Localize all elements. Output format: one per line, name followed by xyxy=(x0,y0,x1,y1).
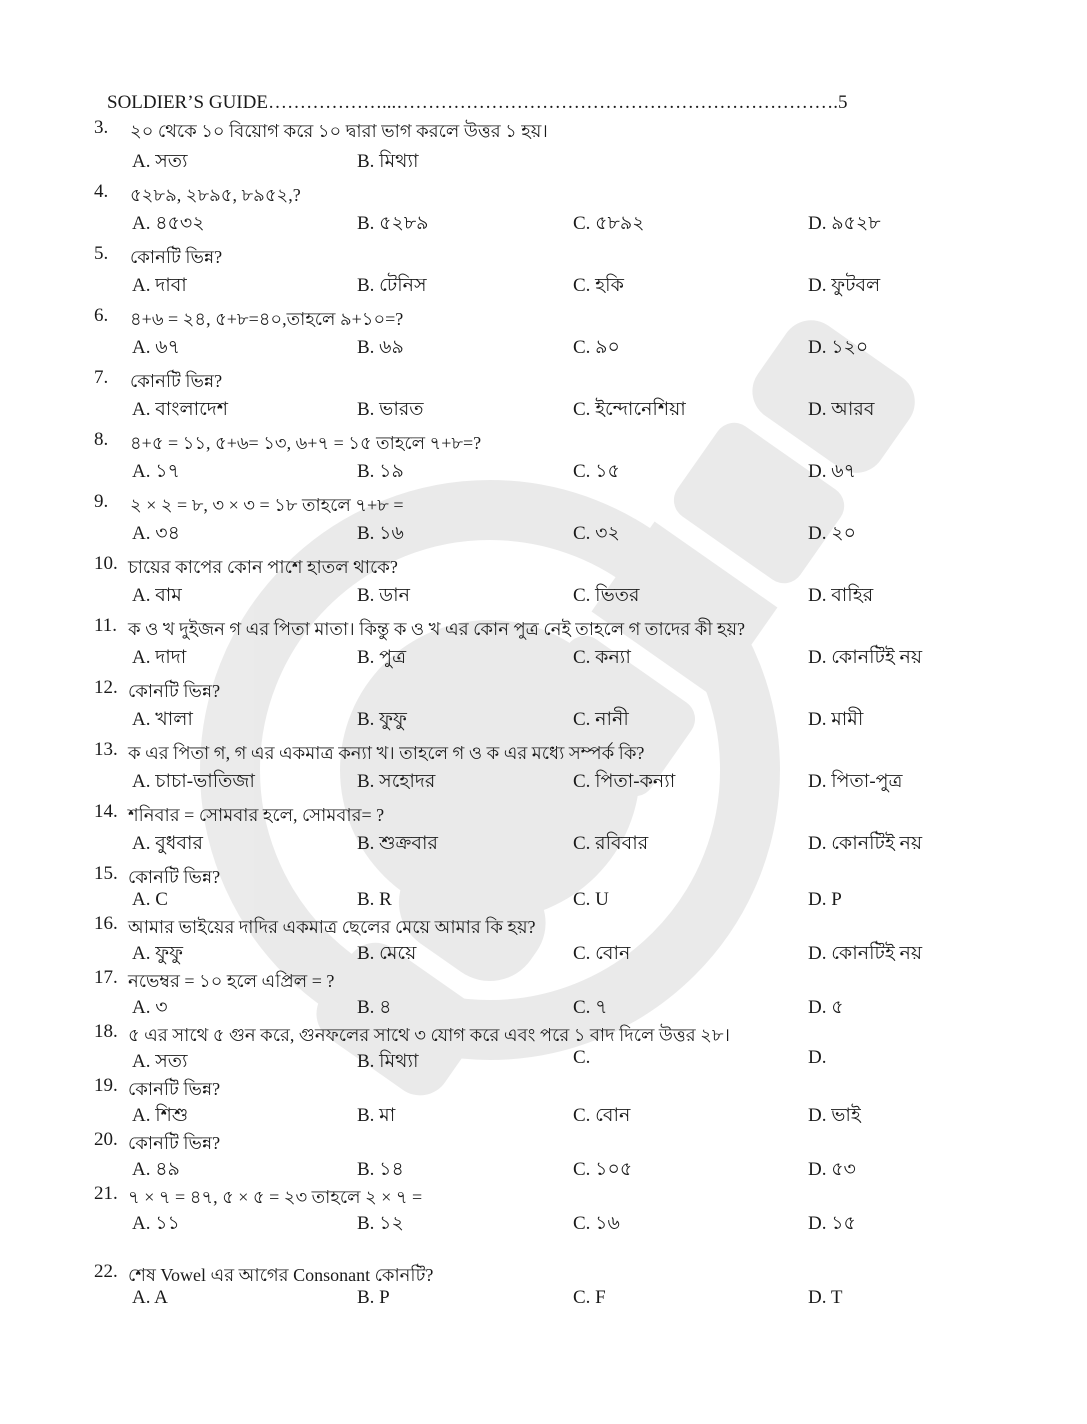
question-text: কোনটি ভিন্ন? xyxy=(128,1133,221,1153)
answer-option: D. পিতা-পুত্র xyxy=(808,771,903,792)
question-text: কোনটি ভিন্ন? xyxy=(128,867,221,887)
question-number: 17. xyxy=(94,967,118,988)
answer-option: B. ফুফু xyxy=(357,709,407,730)
answer-option: A. সত্য xyxy=(132,1051,188,1072)
question-number: 8. xyxy=(94,429,109,450)
question-text: কোনটি ভিন্ন? xyxy=(128,1079,221,1099)
answer-option: C. কন্যা xyxy=(573,647,631,668)
answer-option: C. বোন xyxy=(573,943,631,964)
question-text: ক ও খ দুইজন গ এর পিতা মাতা। কিন্তু ক ও খ এর কোন পুত্র নেই তাহলে গ তাদের কী হয়? xyxy=(128,619,746,639)
answer-option: C. ১৫ xyxy=(573,461,620,482)
answer-option: A. ৩৪ xyxy=(132,523,180,544)
question-number: 10. xyxy=(94,553,118,574)
question-number: 13. xyxy=(94,739,118,760)
question-text: ক এর পিতা গ, গ এর একমাত্র কন্যা খ। তাহলে গ ও ক এর মধ্যে সম্পর্ক কি? xyxy=(128,743,645,763)
answer-option: B. ৪ xyxy=(357,997,392,1018)
answer-option: D. ভাই xyxy=(808,1105,861,1126)
answer-option: D. ৫ xyxy=(808,997,844,1018)
answer-option: D. P xyxy=(808,889,842,910)
answer-option: A. ৪৯ xyxy=(132,1159,180,1180)
answer-option: D. ২০ xyxy=(808,523,856,544)
answer-option: A. ৩ xyxy=(132,997,168,1018)
answer-option: D. আরব xyxy=(808,399,875,420)
question-text: ৭ × ৭ = ৪৭, ৫ × ৫ = ২৩ তাহলে ২ × ৭ = xyxy=(128,1187,423,1207)
answer-option: C. F xyxy=(573,1287,606,1308)
answer-option: C. xyxy=(573,1047,591,1068)
answer-option: C. ভিতর xyxy=(573,585,640,606)
answer-option: D. কোনটিই নয় xyxy=(808,833,923,854)
question-number: 18. xyxy=(94,1021,118,1042)
question-number: 22. xyxy=(94,1261,118,1282)
answer-option: C. ইন্দোনেশিয়া xyxy=(573,399,686,420)
answer-option: A. ৬৭ xyxy=(132,337,180,358)
answer-option: C. ৭ xyxy=(573,997,608,1018)
answer-option: A. বাংলাদেশ xyxy=(132,399,229,420)
answer-option: D. T xyxy=(808,1287,843,1308)
answer-option: B. P xyxy=(357,1287,390,1308)
answer-option: B. মিথ্যা xyxy=(357,1051,419,1072)
answer-option: A. খালা xyxy=(132,709,193,730)
answer-option: A. দাদা xyxy=(132,647,187,668)
question-text: ৪+৬ = ২৪, ৫+৮=৪০,তাহলে ৯+১০=? xyxy=(130,309,404,329)
answer-option: C. U xyxy=(573,889,609,910)
page-number: 5 xyxy=(837,92,848,113)
answer-option: A. চাচা-ভাতিজা xyxy=(132,771,255,792)
answer-option: A. C xyxy=(132,889,168,910)
question-number: 4. xyxy=(94,181,109,202)
answer-option: D. xyxy=(808,1047,827,1068)
answer-option: B. মা xyxy=(357,1105,396,1126)
answer-option: A. দাবা xyxy=(132,275,187,296)
answer-option: B. টেনিস xyxy=(357,275,427,296)
answer-option: B. ডান xyxy=(357,585,411,606)
answer-option: D. কোনটিই নয় xyxy=(808,647,923,668)
question-number: 20. xyxy=(94,1129,118,1150)
answer-option: D. ৬৭ xyxy=(808,461,856,482)
answer-option: C. ৯০ xyxy=(573,337,620,358)
answer-option: C. ৩২ xyxy=(573,523,620,544)
answer-option: B. R xyxy=(357,889,392,910)
answer-option: B. ৫২৮৯ xyxy=(357,213,429,234)
answer-option: C. ১৬ xyxy=(573,1213,620,1234)
question-text: চায়ের কাপের কোন পাশে হাতল থাকে? xyxy=(128,557,398,577)
answer-option: B. ভারত xyxy=(357,399,424,420)
question-number: 16. xyxy=(94,913,118,934)
question-text: ৫২৮৯, ২৮৯৫, ৮৯৫২,? xyxy=(130,185,301,205)
question-number: 6. xyxy=(94,305,109,326)
question-number: 21. xyxy=(94,1183,118,1204)
question-text: ২ × ২ = ৮, ৩ × ৩ = ১৮ তাহলে ৭+৮ = xyxy=(130,495,404,515)
answer-option: D. কোনটিই নয় xyxy=(808,943,923,964)
answer-option: C. নানী xyxy=(573,709,629,730)
answer-option: A. ফুফু xyxy=(132,943,183,964)
question-number: 9. xyxy=(94,491,109,512)
question-number: 15. xyxy=(94,863,118,884)
answer-option: C. বোন xyxy=(573,1105,631,1126)
question-text: ৪+৫ = ১১, ৫+৬= ১৩, ৬+৭ = ১৫ তাহলে ৭+৮=? xyxy=(130,433,482,453)
question-text: ৫ এর সাথে ৫ গুন করে, গুনফলের সাথে ৩ যোগ করে এবং পরে ১ বাদ দিলে উত্তর ২৮। xyxy=(128,1025,730,1045)
question-number: 11. xyxy=(94,615,118,636)
answer-option: B. ১৯ xyxy=(357,461,404,482)
header-title: SOLDIER’S GUIDE………………...……………………………………………………………. xyxy=(107,92,838,113)
answer-option: A. বুধবার xyxy=(132,833,203,854)
question-text: ২০ থেকে ১০ বিয়োগ করে ১০ দ্বারা ভাগ করলে উত্তর ১ হয়। xyxy=(130,121,548,141)
answer-option: B. সহোদর xyxy=(357,771,436,792)
answer-option: A. বাম xyxy=(132,585,182,606)
question-text: শেষ Vowel এর আগের Consonant কোনটি? xyxy=(128,1265,434,1285)
answer-option: A. ১৭ xyxy=(132,461,180,482)
question-number: 19. xyxy=(94,1075,118,1096)
answer-option: A. ৪৫৩২ xyxy=(132,213,205,234)
answer-option: B. ১৪ xyxy=(357,1159,404,1180)
answer-option: D. মামী xyxy=(808,709,864,730)
answer-option: B. ১৬ xyxy=(357,523,404,544)
answer-option: C. পিতা-কন্যা xyxy=(573,771,676,792)
answer-option: D. ৫৩ xyxy=(808,1159,856,1180)
answer-option: C. ৫৮৯২ xyxy=(573,213,645,234)
answer-option: B. পুত্র xyxy=(357,647,407,668)
question-number: 14. xyxy=(94,801,118,822)
question-number: 12. xyxy=(94,677,118,698)
question-number: 7. xyxy=(94,367,109,388)
answer-option: B. মিথ্যা xyxy=(357,151,419,172)
question-text: কোনটি ভিন্ন? xyxy=(130,247,223,267)
answer-option: D. বাহির xyxy=(808,585,874,606)
answer-option: C. রবিবার xyxy=(573,833,649,854)
question-number: 5. xyxy=(94,243,109,264)
question-text: কোনটি ভিন্ন? xyxy=(128,681,221,701)
answer-option: C. ১০৫ xyxy=(573,1159,633,1180)
answer-option: D. ফুটবল xyxy=(808,275,881,296)
question-text: শনিবার = সোমবার হলে, সোমবার= ? xyxy=(128,805,385,825)
question-text: কোনটি ভিন্ন? xyxy=(130,371,223,391)
question-number: 3. xyxy=(94,117,109,138)
answer-option: A. সত্য xyxy=(132,151,188,172)
answer-option: D. ১২০ xyxy=(808,337,869,358)
answer-option: A. শিশু xyxy=(132,1105,189,1126)
answer-option: A. ১১ xyxy=(132,1213,180,1234)
answer-option: A. A xyxy=(132,1287,168,1308)
answer-option: B. মেয়ে xyxy=(357,943,417,964)
question-text: নভেম্বর = ১০ হলে এপ্রিল = ? xyxy=(128,971,335,991)
answer-option: B. ৬৯ xyxy=(357,337,404,358)
answer-option: B. ১২ xyxy=(357,1213,404,1234)
answer-option: D. ১৫ xyxy=(808,1213,856,1234)
question-text: আমার ভাইয়ের দাদির একমাত্র ছেলের মেয়ে আমার কি হয়? xyxy=(128,917,536,937)
answer-option: D. ৯৫২৮ xyxy=(808,213,881,234)
answer-option: C. হকি xyxy=(573,275,624,296)
answer-option: B. শুক্রবার xyxy=(357,833,438,854)
